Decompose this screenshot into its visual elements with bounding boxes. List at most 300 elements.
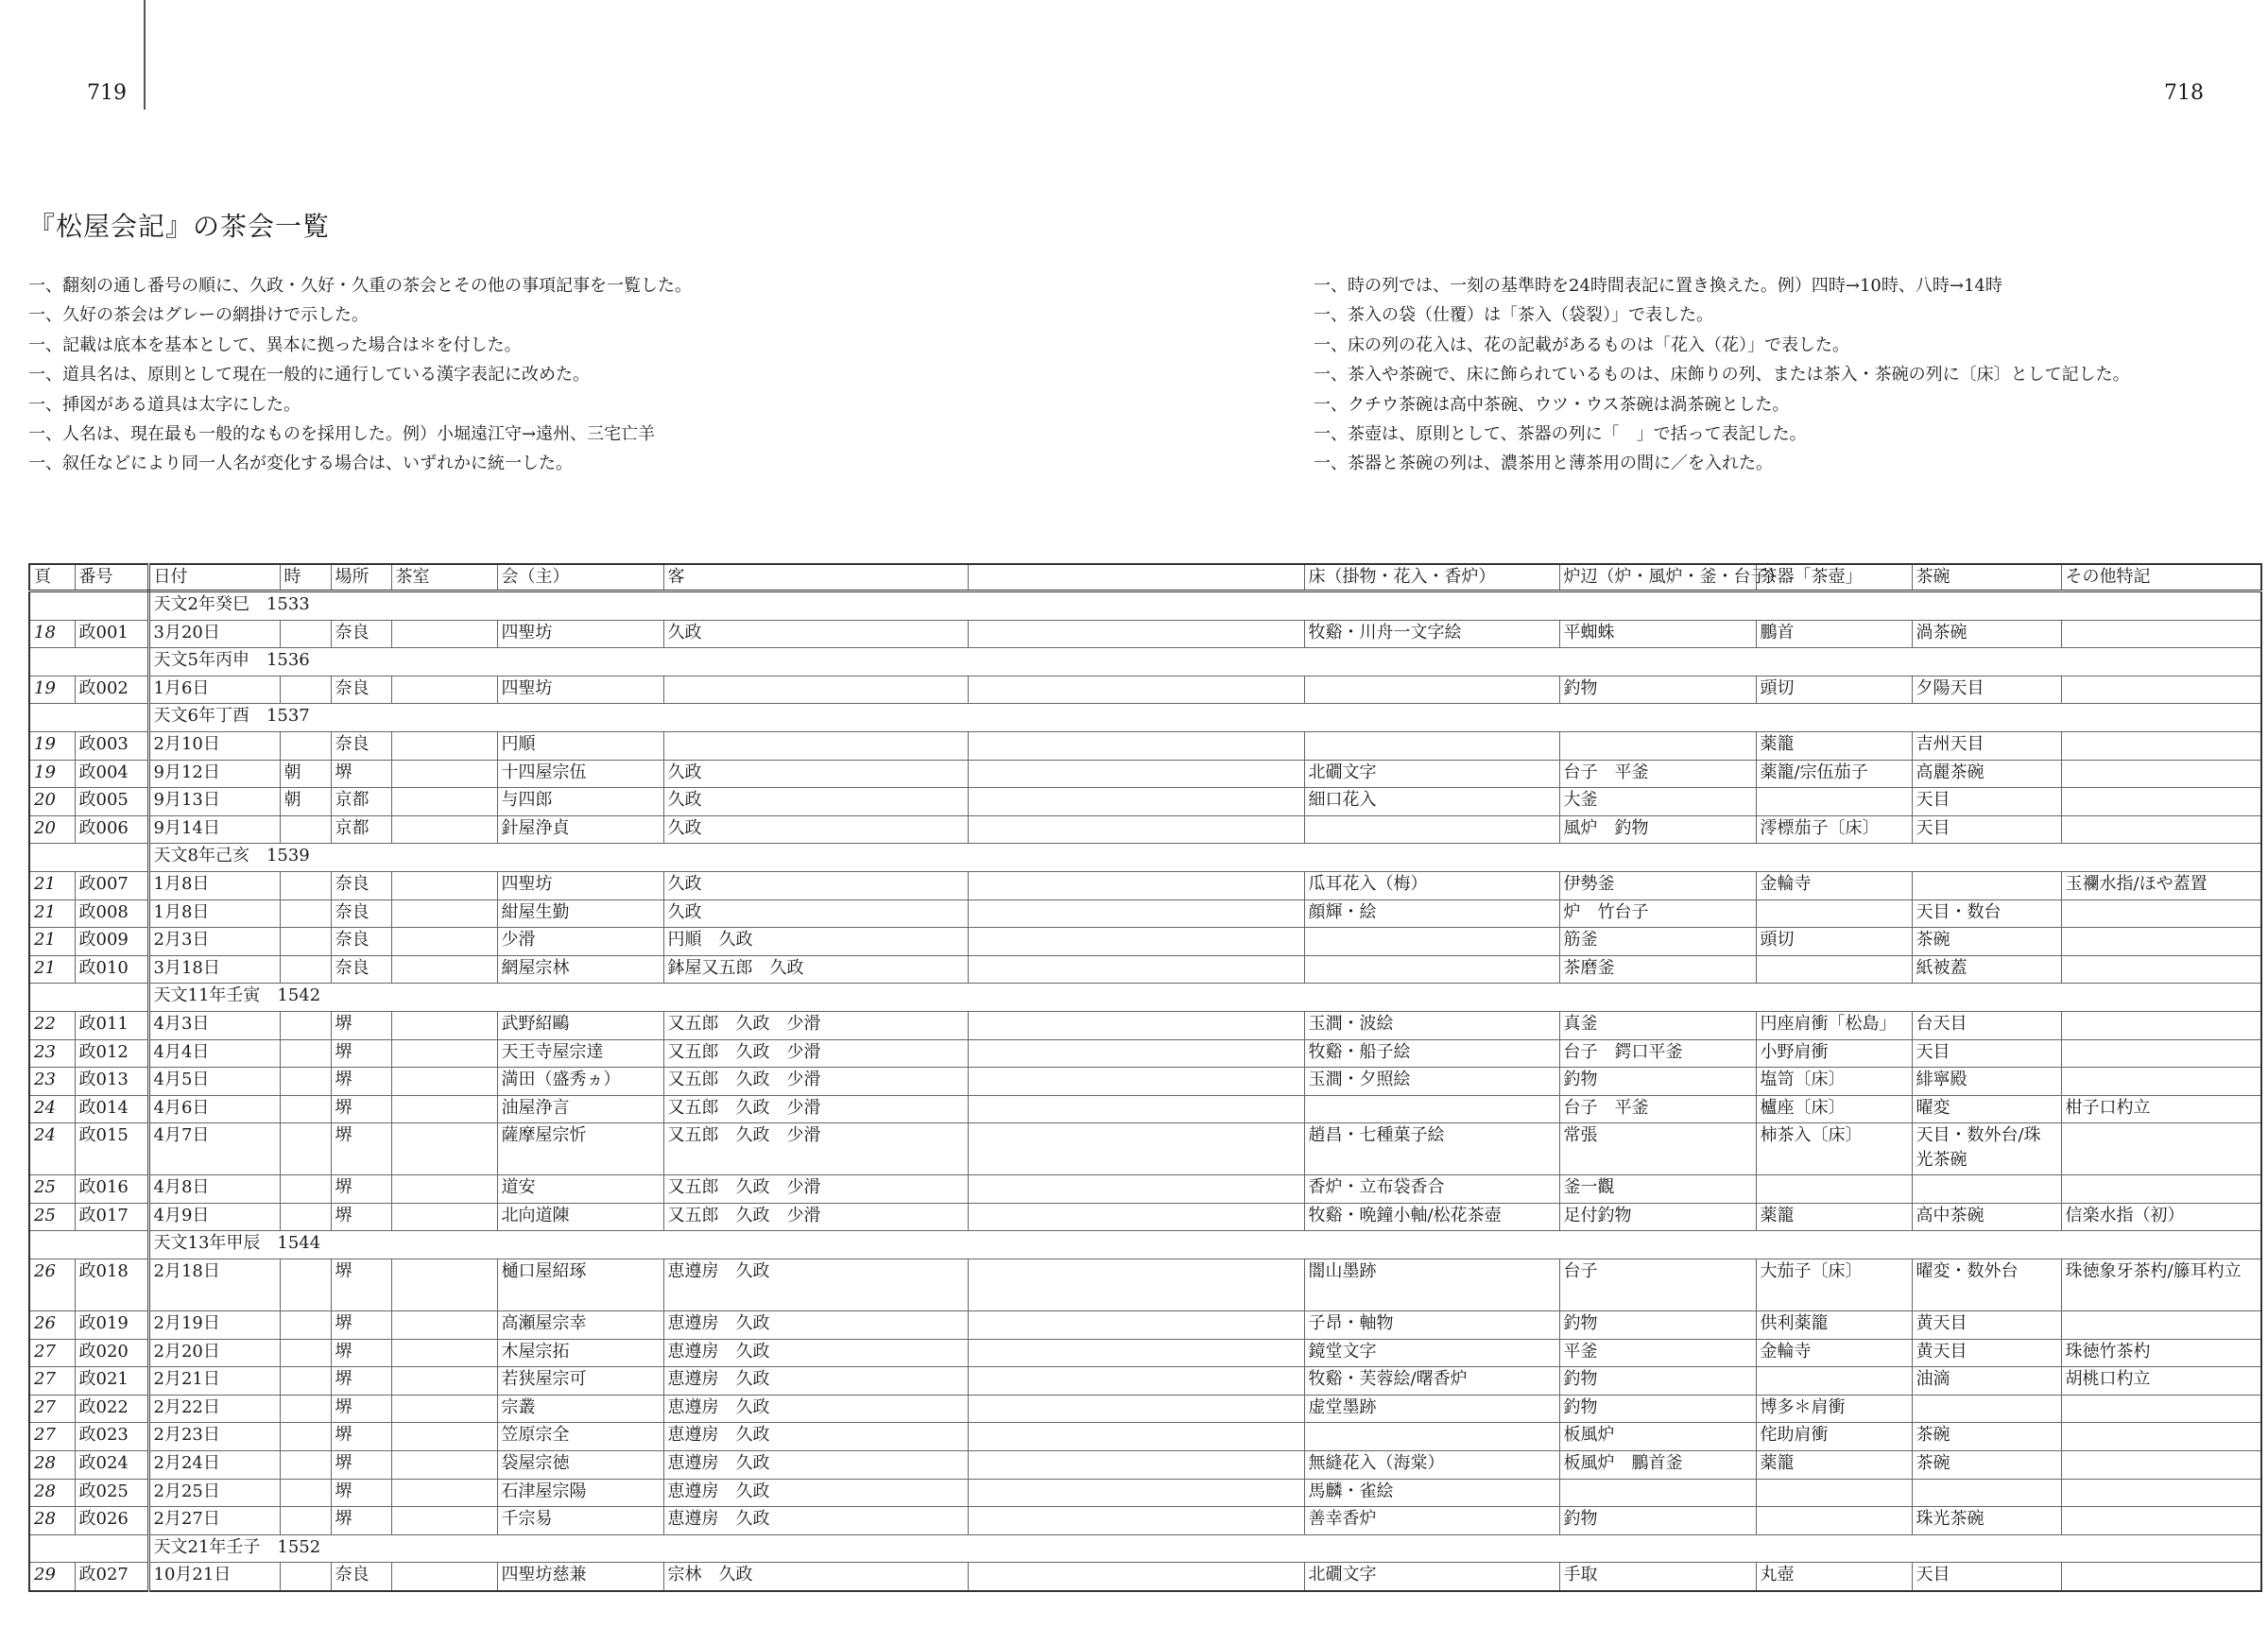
column-header: 茶器「茶壺」: [1756, 564, 1912, 591]
table-cell: 台子: [1559, 1259, 1756, 1311]
table-cell: 釜一觀: [1559, 1175, 1756, 1204]
table-cell: 9月14日: [148, 815, 280, 844]
table-cell: 天目: [1912, 815, 2061, 844]
table-cell: [280, 1451, 331, 1480]
page-number-right: 718: [2164, 81, 2204, 105]
table-cell: 珠徳竹茶杓: [2061, 1339, 2261, 1367]
table-cell: [280, 1203, 331, 1231]
table-cell: [391, 955, 497, 984]
table-cell: 29: [29, 1563, 75, 1591]
table-cell: 政002: [75, 676, 148, 704]
table-row: [29, 955, 2261, 984]
table-cell: 柑子口杓立: [2061, 1095, 2261, 1123]
table-cell: 道安: [497, 1175, 663, 1204]
table-cell: 紺屋生勤: [497, 899, 663, 928]
table-cell: [1756, 1479, 1912, 1507]
table-cell: 針屋浄貞: [497, 815, 663, 844]
table-cell: 京都: [331, 788, 391, 816]
table-cell: 政017: [75, 1203, 148, 1231]
table-cell: 政020: [75, 1339, 148, 1367]
table-cell: [391, 871, 497, 899]
era-row: [29, 591, 2261, 621]
note-line: 一、時の列では、一刻の基準時を24時間表記に置き換えた。例）四時→10時、八時→14時: [1314, 276, 2002, 296]
table-cell: 久政: [663, 871, 968, 899]
table-cell: 政010: [75, 955, 148, 984]
table-row: [29, 1311, 2261, 1340]
table-cell: 子昂・軸物: [1304, 1311, 1559, 1340]
table-row: [29, 1259, 2261, 1311]
table-cell: [1304, 731, 1559, 760]
table-cell: 高麗茶碗: [1912, 760, 2061, 788]
table-row: [29, 731, 2261, 760]
table-cell: 北礀文字: [1304, 1563, 1559, 1591]
table-cell: 金輪寺: [1756, 871, 1912, 899]
table-row: [29, 928, 2261, 956]
table-cell: 釣物: [1559, 1311, 1756, 1340]
table-cell: 千宗易: [497, 1507, 663, 1535]
table-cell: 又五郎 久政 少滑: [663, 1011, 968, 1039]
table-cell: 台子 平釜: [1559, 760, 1756, 788]
table-cell: [391, 1395, 497, 1423]
table-cell: 23: [29, 1039, 75, 1068]
table-cell: [968, 620, 1304, 648]
table-cell: [391, 1339, 497, 1367]
table-cell: 2月22日: [148, 1395, 280, 1423]
table-cell: 堺: [331, 760, 391, 788]
table-cell: 恵遵房 久政: [663, 1339, 968, 1367]
table-cell: [2061, 788, 2261, 816]
table-cell: 油滴: [1912, 1367, 2061, 1396]
table-cell: 台子 鍔口平釜: [1559, 1039, 1756, 1068]
table-cell: 20: [29, 788, 75, 816]
table-cell: 台天目: [1912, 1011, 2061, 1039]
table-cell: [2061, 1311, 2261, 1340]
table-cell: 薬籠: [1756, 731, 1912, 760]
table-cell: 3月18日: [148, 955, 280, 984]
table-cell: [968, 731, 1304, 760]
table-cell: 21: [29, 871, 75, 899]
page-title: 『松屋会記』の茶会一覧: [28, 211, 331, 242]
table-cell: 久政: [663, 788, 968, 816]
table-row: [29, 871, 2261, 899]
table-cell: 政019: [75, 1311, 148, 1340]
era-label: 天文11年壬寅 1542: [148, 984, 2261, 1012]
table-cell: 金輪寺: [1756, 1339, 1912, 1367]
table-cell: 堺: [331, 1367, 391, 1396]
note-line: 一、茶器と茶碗の列は、濃茶用と薄茶用の間に／を入れた。: [1314, 454, 1773, 474]
table-cell: 恵遵房 久政: [663, 1507, 968, 1535]
table-cell: [280, 731, 331, 760]
table-cell: 恵遵房 久政: [663, 1311, 968, 1340]
era-spacer: [29, 591, 148, 621]
table-cell: 茶碗: [1912, 1423, 2061, 1451]
table-cell: 四聖坊: [497, 620, 663, 648]
table-cell: [391, 1259, 497, 1311]
table-cell: [968, 1095, 1304, 1123]
table-cell: [280, 871, 331, 899]
table-cell: 政021: [75, 1367, 148, 1396]
note-line: 一、記載は底本を基本として、異本に拠った場合は＊を付した。: [28, 334, 522, 355]
era-spacer: [29, 1231, 148, 1259]
table-cell: [280, 1095, 331, 1123]
table-cell: [968, 1311, 1304, 1340]
table-cell: 2月24日: [148, 1451, 280, 1480]
table-row: [29, 1339, 2261, 1367]
table-cell: 堺: [331, 1123, 391, 1175]
table-cell: [2061, 1175, 2261, 1204]
era-spacer: [29, 984, 148, 1012]
table-cell: 1月8日: [148, 871, 280, 899]
table-cell: 曜変・数外台: [1912, 1259, 2061, 1311]
table-cell: 闇山墨跡: [1304, 1259, 1559, 1311]
table-row: [29, 676, 2261, 704]
note-line: 一、久好の茶会はグレーの網掛けで示した。: [28, 305, 369, 326]
era-label: 天文2年癸巳 1533: [148, 591, 2261, 621]
table-cell: 政001: [75, 620, 148, 648]
table-cell: 政025: [75, 1479, 148, 1507]
era-spacer: [29, 704, 148, 732]
table-cell: 26: [29, 1259, 75, 1311]
table-cell: 27: [29, 1395, 75, 1423]
table-cell: [968, 1039, 1304, 1068]
table-cell: 2月20日: [148, 1339, 280, 1367]
table-cell: 風炉 釣物: [1559, 815, 1756, 844]
table-cell: [968, 1507, 1304, 1535]
table-cell: 紙被蓋: [1912, 955, 2061, 984]
table-cell: [2061, 1011, 2261, 1039]
table-cell: [1756, 1175, 1912, 1204]
table-header-row: [29, 564, 2261, 591]
table-cell: 天目・数台: [1912, 899, 2061, 928]
table-cell: 政009: [75, 928, 148, 956]
era-label: 天文6年丁酉 1537: [148, 704, 2261, 732]
table-cell: 政005: [75, 788, 148, 816]
table-cell: 奈良: [331, 928, 391, 956]
table-cell: 4月9日: [148, 1203, 280, 1231]
table-cell: 薬籠: [1756, 1451, 1912, 1480]
table-cell: 19: [29, 676, 75, 704]
table-row: [29, 1068, 2261, 1096]
note-line: 一、道具名は、原則として現在一般的に通行している漢字表記に改めた。: [28, 365, 590, 385]
table-cell: 奈良: [331, 955, 391, 984]
table-cell: [968, 1423, 1304, 1451]
table-cell: 石津屋宗陽: [497, 1479, 663, 1507]
column-header: 茶室: [391, 564, 497, 591]
table-cell: 24: [29, 1095, 75, 1123]
table-row: [29, 1039, 2261, 1068]
note-line: 一、人名は、現在最も一般的なものを採用した。例）小堀遠江守→遠州、三宅亡羊: [28, 424, 656, 445]
note-line: 一、翻刻の通し番号の順に、久政・久好・久重の茶会とその他の事項記事を一覧した。: [28, 276, 692, 296]
table-cell: [968, 676, 1304, 704]
table-cell: [391, 928, 497, 956]
table-cell: 四聖坊: [497, 871, 663, 899]
table-row: [29, 1123, 2261, 1175]
table-cell: 牧谿・船子絵: [1304, 1039, 1559, 1068]
table-cell: 伊勢釜: [1559, 871, 1756, 899]
table-cell: [663, 731, 968, 760]
table-cell: 27: [29, 1423, 75, 1451]
table-cell: 4月6日: [148, 1095, 280, 1123]
table-cell: [280, 1479, 331, 1507]
table-cell: [1912, 1175, 2061, 1204]
table-cell: 9月13日: [148, 788, 280, 816]
table-cell: 信楽水指（初）: [2061, 1203, 2261, 1231]
table-cell: [391, 1175, 497, 1204]
table-cell: 櫨座〔床〕: [1756, 1095, 1912, 1123]
table-cell: 朝: [280, 788, 331, 816]
table-cell: [391, 731, 497, 760]
table-cell: 28: [29, 1451, 75, 1480]
table-cell: 3月20日: [148, 620, 280, 648]
table-cell: [2061, 955, 2261, 984]
note-line: 一、茶入や茶碗で、床に飾られているものは、床飾りの列、または茶入・茶碗の列に〔床〕として記した。: [1314, 365, 2130, 385]
table-cell: [280, 1311, 331, 1340]
table-row: [29, 1563, 2261, 1591]
table-cell: [280, 620, 331, 648]
table-cell: 薬籠: [1756, 1203, 1912, 1231]
table-cell: [968, 1259, 1304, 1311]
era-label: 天文13年甲辰 1544: [148, 1231, 2261, 1259]
table-cell: [391, 788, 497, 816]
table-cell: 満田（盛秀ヵ）: [497, 1068, 663, 1096]
table-cell: 牧谿・晩鐘小軸/松花茶壺: [1304, 1203, 1559, 1231]
table-cell: [1912, 1479, 2061, 1507]
table-cell: 2月25日: [148, 1479, 280, 1507]
table-cell: [663, 676, 968, 704]
table-cell: [280, 1011, 331, 1039]
table-cell: 10月21日: [148, 1563, 280, 1591]
table-cell: 北向道陳: [497, 1203, 663, 1231]
table-cell: [968, 788, 1304, 816]
table-cell: [391, 1068, 497, 1096]
table-cell: [2061, 928, 2261, 956]
table-cell: 澪標茄子〔床〕: [1756, 815, 1912, 844]
table-cell: 政011: [75, 1011, 148, 1039]
table-cell: 4月4日: [148, 1039, 280, 1068]
table-cell: 政012: [75, 1039, 148, 1068]
table-row: [29, 1479, 2261, 1507]
table-row: [29, 760, 2261, 788]
table-cell: [2061, 1039, 2261, 1068]
table-cell: 奈良: [331, 871, 391, 899]
table-cell: [968, 871, 1304, 899]
note-line: 一、床の列の花入は、花の記載があるものは「花入（花）」で表した。: [1314, 334, 1849, 355]
table-cell: 板風炉 鵬首釜: [1559, 1451, 1756, 1480]
table-cell: 四聖坊: [497, 676, 663, 704]
table-row: [29, 1451, 2261, 1480]
table-cell: [1756, 788, 1912, 816]
table-cell: [2061, 1507, 2261, 1535]
table-cell: 朝: [280, 760, 331, 788]
table-cell: 黄天目: [1912, 1311, 2061, 1340]
table-cell: 23: [29, 1068, 75, 1096]
table-cell: [2061, 1563, 2261, 1591]
table-cell: [280, 1068, 331, 1096]
table-cell: 炉 竹台子: [1559, 899, 1756, 928]
table-cell: 28: [29, 1479, 75, 1507]
table-cell: [968, 1563, 1304, 1591]
table-cell: 政006: [75, 815, 148, 844]
table-cell: [1304, 1095, 1559, 1123]
table-cell: 天王寺屋宗達: [497, 1039, 663, 1068]
table-cell: [1756, 955, 1912, 984]
table-cell: 大茄子〔床〕: [1756, 1259, 1912, 1311]
table-row: [29, 899, 2261, 928]
table-cell: 四聖坊慈兼: [497, 1563, 663, 1591]
table-cell: [280, 1367, 331, 1396]
table-cell: 鵬首: [1756, 620, 1912, 648]
table-cell: 27: [29, 1367, 75, 1396]
column-header: 番号: [75, 564, 148, 591]
table-cell: [968, 1339, 1304, 1367]
table-cell: [391, 620, 497, 648]
table-cell: [2061, 1423, 2261, 1451]
table-cell: 高瀬屋宗幸: [497, 1311, 663, 1340]
table-cell: [968, 815, 1304, 844]
table-cell: 玉澗・夕照絵: [1304, 1068, 1559, 1096]
table-cell: 天目: [1912, 1563, 2061, 1591]
table-cell: 政023: [75, 1423, 148, 1451]
table-cell: [2061, 676, 2261, 704]
table-cell: [2061, 899, 2261, 928]
table-cell: [2061, 1451, 2261, 1480]
table-cell: [968, 955, 1304, 984]
table-cell: 玉襴水指/ほや蓋置: [2061, 871, 2261, 899]
table-cell: [968, 1395, 1304, 1423]
table-cell: [391, 1367, 497, 1396]
table-cell: [968, 1175, 1304, 1204]
table-cell: [280, 899, 331, 928]
table-cell: 供利薬籠: [1756, 1311, 1912, 1340]
table-cell: 珠徳象牙茶杓/籐耳杓立: [2061, 1259, 2261, 1311]
table-cell: 政024: [75, 1451, 148, 1480]
table-cell: 堺: [331, 1423, 391, 1451]
table-cell: 2月23日: [148, 1423, 280, 1451]
table-cell: 4月8日: [148, 1175, 280, 1204]
table-cell: 奈良: [331, 676, 391, 704]
table-row: [29, 1507, 2261, 1535]
table-cell: [2061, 815, 2261, 844]
table-cell: 高中茶碗: [1912, 1203, 2061, 1231]
note-line: 一、茶入の袋（仕覆）は「茶入（袋裂）」で表した。: [1314, 305, 1713, 326]
table-cell: [968, 1451, 1304, 1480]
table-cell: 虚堂墨跡: [1304, 1395, 1559, 1423]
table-cell: [1756, 899, 1912, 928]
table-cell: [2061, 760, 2261, 788]
table-cell: 薩摩屋宗忻: [497, 1123, 663, 1175]
era-row: [29, 844, 2261, 872]
table-cell: 2月27日: [148, 1507, 280, 1535]
era-row: [29, 1534, 2261, 1563]
table-cell: 台子 平釜: [1559, 1095, 1756, 1123]
table-cell: 堺: [331, 1311, 391, 1340]
table-cell: 円順: [497, 731, 663, 760]
column-header: 客: [663, 564, 968, 591]
table-cell: 2月18日: [148, 1259, 280, 1311]
table-cell: 円座肩衝「松島」: [1756, 1011, 1912, 1039]
table-cell: 侘助肩衝: [1756, 1423, 1912, 1451]
table-cell: [391, 1203, 497, 1231]
table-row: [29, 1395, 2261, 1423]
table-cell: 政003: [75, 731, 148, 760]
table-cell: 京都: [331, 815, 391, 844]
era-row: [29, 1231, 2261, 1259]
table-cell: 堺: [331, 1039, 391, 1068]
table-cell: 奈良: [331, 731, 391, 760]
table-cell: 政018: [75, 1259, 148, 1311]
era-label: 天文21年壬子 1552: [148, 1534, 2261, 1563]
table-cell: [2061, 1123, 2261, 1175]
table-cell: 奈良: [331, 1563, 391, 1591]
table-row: [29, 1423, 2261, 1451]
note-line: 一、挿図がある道具は太字にした。: [28, 394, 301, 415]
table-cell: 樋口屋紹琢: [497, 1259, 663, 1311]
table-cell: 4月7日: [148, 1123, 280, 1175]
era-spacer: [29, 844, 148, 872]
table-cell: [391, 1451, 497, 1480]
table-cell: [1304, 676, 1559, 704]
table-cell: 細口花入: [1304, 788, 1559, 816]
table-cell: [1912, 871, 2061, 899]
table-cell: 渦茶碗: [1912, 620, 2061, 648]
table-cell: 釣物: [1559, 1068, 1756, 1096]
table-cell: 板風炉: [1559, 1423, 1756, 1451]
table-cell: 2月19日: [148, 1311, 280, 1340]
table-row: [29, 1203, 2261, 1231]
era-spacer: [29, 1534, 148, 1563]
table-cell: 手取: [1559, 1563, 1756, 1591]
table-cell: 玉澗・波絵: [1304, 1011, 1559, 1039]
table-cell: 28: [29, 1507, 75, 1535]
table-cell: [280, 1259, 331, 1311]
table-cell: 政007: [75, 871, 148, 899]
table-cell: 25: [29, 1203, 75, 1231]
table-cell: 1月8日: [148, 899, 280, 928]
table-cell: 恵遵房 久政: [663, 1423, 968, 1451]
table-cell: 堺: [331, 1259, 391, 1311]
table-cell: [968, 760, 1304, 788]
table-row: [29, 1367, 2261, 1396]
column-header: 茶碗: [1912, 564, 2061, 591]
table-cell: 平釜: [1559, 1339, 1756, 1367]
table-row: [29, 1175, 2261, 1204]
table-cell: [280, 1039, 331, 1068]
table-cell: 20: [29, 815, 75, 844]
table-cell: 又五郎 久政 少滑: [663, 1039, 968, 1068]
table-cell: [1304, 955, 1559, 984]
table-body: [29, 591, 2261, 1592]
table-cell: [2061, 1068, 2261, 1096]
table-cell: 堺: [331, 1339, 391, 1367]
column-header: 場所: [331, 564, 391, 591]
table-cell: 2月3日: [148, 928, 280, 956]
table-cell: [391, 815, 497, 844]
table-cell: 曜変: [1912, 1095, 2061, 1123]
era-label: 天文8年己亥 1539: [148, 844, 2261, 872]
table-cell: [280, 815, 331, 844]
era-row: [29, 648, 2261, 676]
table-cell: 小野肩衝: [1756, 1039, 1912, 1068]
table-cell: [391, 760, 497, 788]
column-header: 時: [280, 564, 331, 591]
table-cell: 博多＊肩衝: [1756, 1395, 1912, 1423]
table-cell: 4月3日: [148, 1011, 280, 1039]
table-cell: [1559, 1479, 1756, 1507]
table-cell: 香炉・立布袋香合: [1304, 1175, 1559, 1204]
table-cell: 27: [29, 1339, 75, 1367]
table-cell: [391, 1563, 497, 1591]
table-cell: [280, 1175, 331, 1204]
